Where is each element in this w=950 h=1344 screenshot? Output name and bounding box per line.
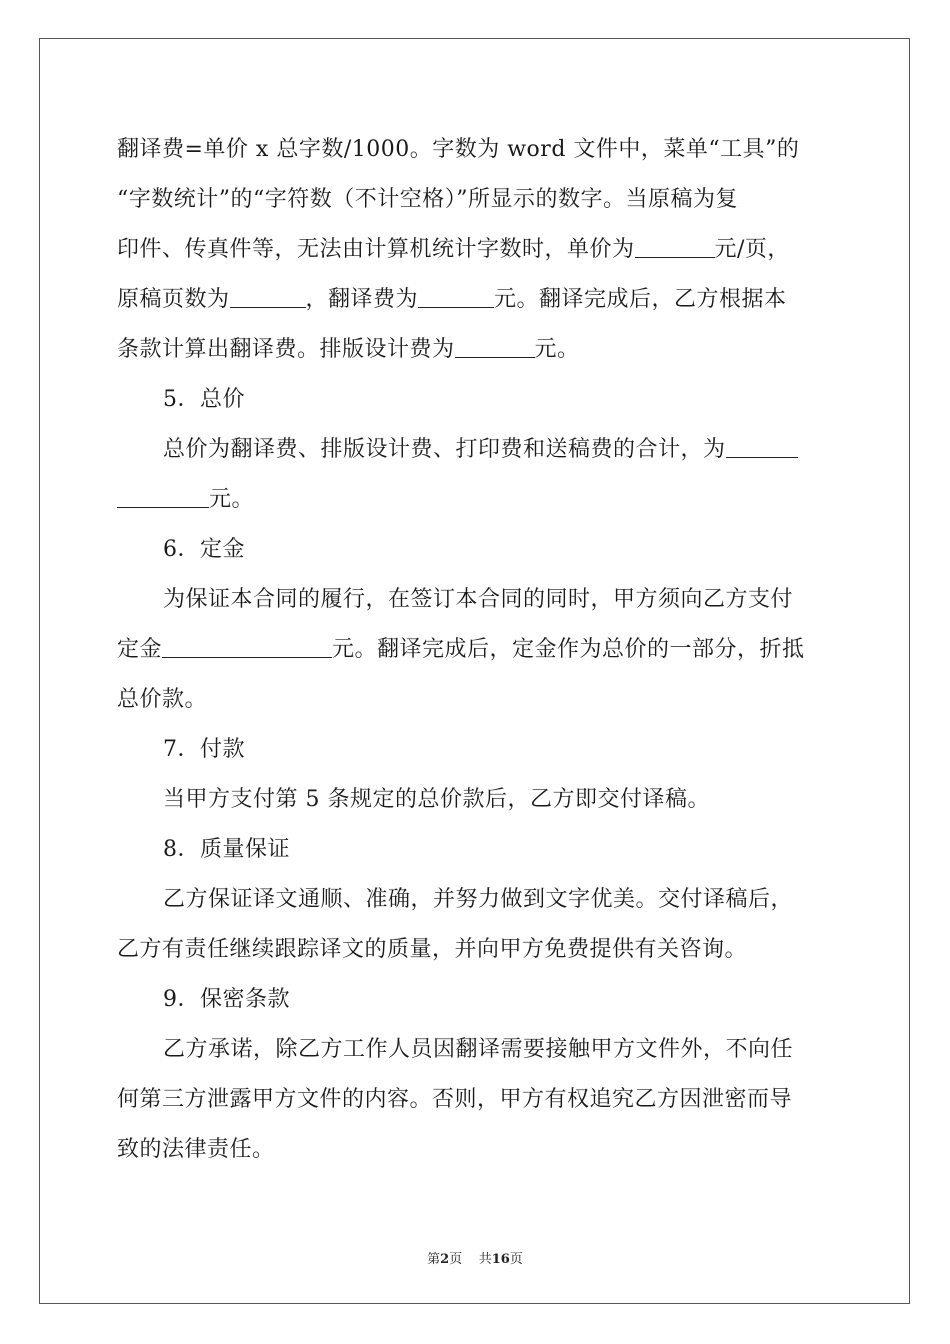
section-heading-deposit: 6．定金 bbox=[163, 537, 245, 562]
text-line: 致的法律责任。 bbox=[117, 1137, 275, 1162]
text-line bbox=[117, 625, 837, 675]
footer-text: 第 bbox=[427, 1252, 441, 1267]
text-line: 翻译费=单价 x 总字数/1000。字数为 word 文件中，菜单“工具”的 bbox=[117, 137, 800, 162]
text-fragment: 元。 bbox=[209, 487, 255, 512]
text-line bbox=[117, 225, 837, 275]
text-line bbox=[117, 425, 837, 475]
text-fragment: 元。 bbox=[534, 337, 580, 362]
text-fragment: 原稿页数为 bbox=[117, 287, 230, 312]
text-line: 总价款。 bbox=[117, 687, 208, 712]
text-line: 乙方保证译文通顺、准确，并努力做到文字优美。交付译稿后， bbox=[163, 887, 794, 912]
section-heading-total-price: 5．总价 bbox=[163, 387, 245, 412]
section-heading-payment: 7．付款 bbox=[163, 737, 245, 762]
section-heading-confidentiality: 9．保密条款 bbox=[163, 987, 290, 1012]
document-body bbox=[117, 125, 837, 1175]
total-page-count: 16 bbox=[491, 1252, 510, 1267]
text-line bbox=[117, 475, 837, 525]
text-line bbox=[117, 325, 837, 375]
fill-in-blank[interactable] bbox=[635, 256, 715, 258]
text-fragment: 元。翻译完成后，定金作为总价的一部分，折抵 bbox=[332, 637, 805, 662]
section-heading-quality-assurance: 8．质量保证 bbox=[163, 837, 290, 862]
page-number-footer bbox=[0, 1248, 950, 1267]
text-fragment: 元。翻译完成后，乙方根据本 bbox=[494, 287, 787, 312]
fill-in-blank[interactable] bbox=[117, 506, 209, 508]
text-line: 何第三方泄露甲方文件的内容。否则，甲方有权追究乙方因泄密而导 bbox=[117, 1087, 793, 1112]
footer-text: 页 bbox=[449, 1252, 463, 1267]
text-line: “字数统计”的“字符数（不计空格）”所显示的数字。当原稿为复 bbox=[117, 187, 738, 212]
fill-in-blank[interactable] bbox=[726, 456, 798, 458]
text-fragment: 条款计算出翻译费。排版设计费为 bbox=[117, 337, 455, 362]
text-line: 乙方有责任继续跟踪译文的质量，并向甲方免费提供有关咨询。 bbox=[117, 937, 748, 962]
text-line bbox=[117, 275, 837, 325]
text-line: 乙方承诺，除乙方工作人员因翻译需要接触甲方文件外，不向任 bbox=[163, 1037, 794, 1062]
text-line: 为保证本合同的履行，在签订本合同的同时，甲方须向乙方支付 bbox=[163, 587, 794, 612]
text-fragment: 印件、传真件等，无法由计算机统计字数时，单价为 bbox=[117, 237, 635, 262]
fill-in-blank[interactable] bbox=[230, 306, 306, 308]
text-line: 当甲方支付第 5 条规定的总价款后，乙方即交付译稿。 bbox=[163, 787, 710, 812]
fill-in-blank[interactable] bbox=[455, 356, 535, 358]
text-fragment: 元/页， bbox=[714, 237, 790, 262]
text-fragment: 定金 bbox=[117, 637, 163, 662]
footer-text: 共 bbox=[478, 1252, 492, 1267]
fill-in-blank[interactable] bbox=[162, 656, 332, 658]
text-fragment: ，翻译费为 bbox=[305, 287, 419, 312]
current-page-number: 2 bbox=[440, 1252, 450, 1267]
text-fragment: 总价为翻译费、排版设计费、打印费和送稿费的合计，为 bbox=[163, 437, 726, 462]
fill-in-blank[interactable] bbox=[418, 306, 494, 308]
footer-text: 页 bbox=[509, 1252, 523, 1267]
